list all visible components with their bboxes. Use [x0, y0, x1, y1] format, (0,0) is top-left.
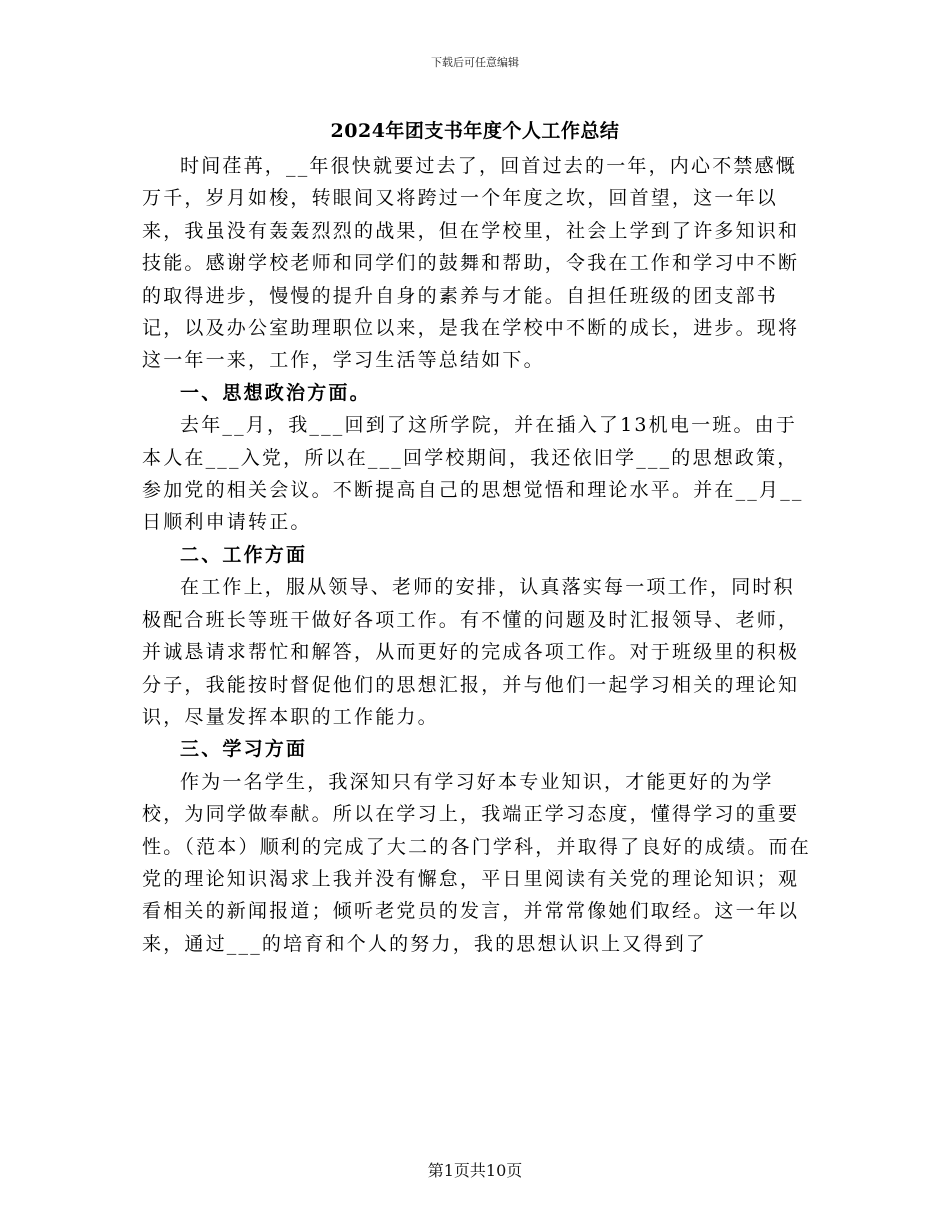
- section-heading-politics: 一、思想政治方面。: [180, 381, 371, 404]
- page-footer: 第1页共10页: [427, 1161, 523, 1180]
- section-body-study: 作为一名学生，我深知只有学习好本专业知识，才能更好的为学校，为同学做奉献。所以在学习上，我端正学习态度，懂得学习的重要性。（范本）顺利的完成了大二的各门学科，并取得了良好的成绩。而在党的理论知识渴求上我并没有懈怠，平日里阅读有关党的理论知识；观看相关的新闻报道；倾听老党员的发言，并常常像她们取经。这一年以来，通过___的培育和个人的努力，我的思想认识上又得到了: [142, 770, 811, 955]
- document-body: [142, 150, 812, 960]
- intro-paragraph: 时间荏苒，__年很快就要过去了，回首过去的一年，内心不禁感慨万千，岁月如梭，转眼间又将跨过一个年度之坎，回首望，这一年以来，我虽没有轰轰烈烈的战果，但在学校里，社会上学到了许多知识和技能。感谢学校老师和同学们的鼓舞和帮助，令我在工作和学习中不断的取得进步，慢慢的提升自身的素养与才能。自担任班级的团支部书记，以及办公室助理职位以来，是我在学校中不断的成长，进步。现将这一年一来，工作，学习生活等总结如下。: [142, 155, 800, 372]
- section-body-work: 在工作上，服从领导、老师的安排，认真落实每一项工作，同时积极配合班长等班干做好各项工作。有不懂的问题及时汇报领导、老师，并诚恳请求帮忙和解答，从而更好的完成各项工作。对于班级里的积极分子，我能按时督促他们的思想汇报，并与他们一起学习相关的理论知识，尽量发挥本职的工作能力。: [142, 576, 800, 728]
- section-body-politics: 去年__月，我___回到了这所学院，并在插入了13机电一班。由于本人在___入党，所以在___回学校期间，我还依旧学___的思想政策，参加党的相关会议。不断提高自己的思想觉悟和理论水平。并在__月__日顺利申请转正。: [142, 414, 804, 534]
- section-heading-work: 二、工作方面: [180, 543, 308, 566]
- document-title: 2024年团支书年度个人工作总结: [330, 120, 620, 142]
- section-heading-study: 三、学习方面: [180, 738, 308, 761]
- header-note: 下载后可任意编辑: [431, 56, 519, 69]
